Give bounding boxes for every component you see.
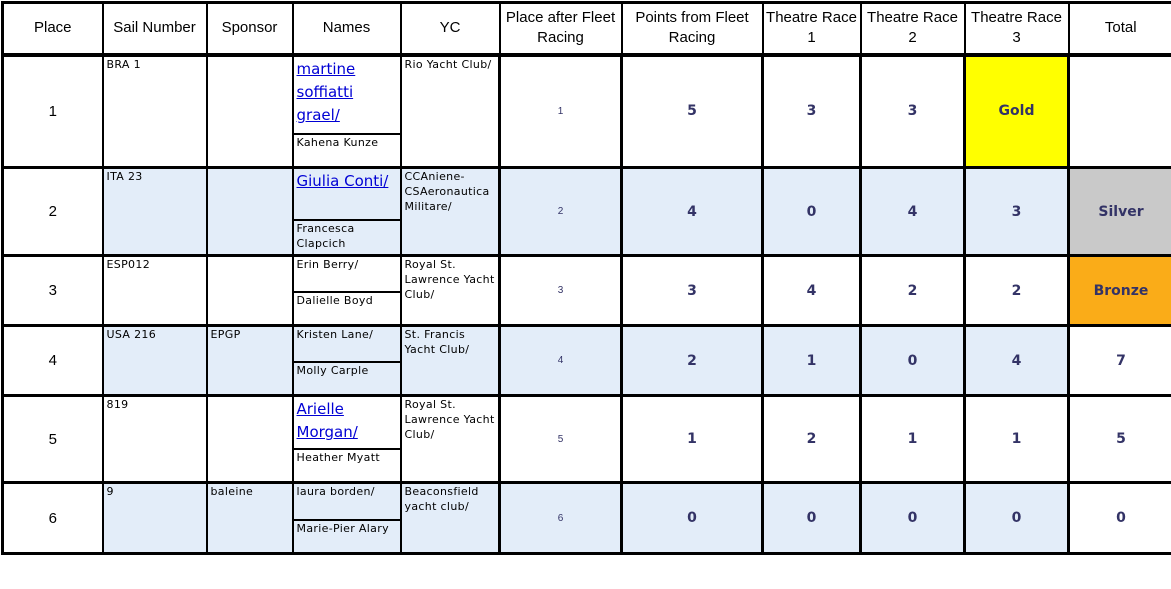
- cell-theatre-race-1: 3: [763, 55, 861, 168]
- crew-name: Francesca Clapcich: [296, 222, 355, 251]
- cell-sail-number: ITA 23: [103, 168, 207, 256]
- cell-names: [293, 55, 401, 168]
- table-row: [3, 326, 1171, 396]
- cell-points-from-fleet-racing: 4: [622, 168, 763, 256]
- cell-names: [293, 326, 401, 396]
- header-cell-theatre-race-2: Theatre Race 2: [861, 3, 965, 55]
- header-row: [3, 3, 1171, 55]
- header-cell-names: Names: [293, 3, 401, 55]
- results-table: [1, 1, 1171, 555]
- cell-theatre-race-1: 0: [763, 483, 861, 554]
- cell-sponsor: [207, 396, 293, 483]
- cell-theatre-race-2: 0: [861, 326, 965, 396]
- table-row: [3, 55, 1171, 168]
- cell-sponsor: EPGP: [207, 326, 293, 396]
- cell-place-after-fleet-racing: 6: [500, 483, 622, 554]
- cell-sail-number: BRA 1: [103, 55, 207, 168]
- cell-sail-number: ESP012: [103, 256, 207, 326]
- helm-name-text: laura borden/: [296, 485, 375, 498]
- cell-yacht-club: Beaconsfield yacht club/: [401, 483, 500, 554]
- names-cell-wrap: [294, 169, 400, 254]
- cell-total: [1069, 55, 1171, 168]
- cell-place: 3: [3, 256, 103, 326]
- crew-name: Kahena Kunze: [296, 136, 379, 149]
- cell-theatre-race-3: 3: [965, 168, 1069, 256]
- cell-place-after-fleet-racing: 2: [500, 168, 622, 256]
- cell-names: [293, 168, 401, 256]
- cell-place: 6: [3, 483, 103, 554]
- cell-total: 0: [1069, 483, 1171, 554]
- cell-total-silver: Silver: [1069, 168, 1171, 256]
- cell-sponsor: [207, 256, 293, 326]
- cell-theatre-race-1: 2: [763, 396, 861, 483]
- cell-theatre-race-1: 4: [763, 256, 861, 326]
- helm-name: [294, 327, 400, 363]
- cell-theatre-race-3: 0: [965, 483, 1069, 554]
- cell-names: [293, 256, 401, 326]
- cell-yacht-club: St. Francis Yacht Club/: [401, 326, 500, 396]
- cell-yacht-club: CCAniene-CSAeronautica Militare/: [401, 168, 500, 256]
- cell-theatre-race-3-gold: Gold: [965, 55, 1069, 168]
- helm-name: [294, 57, 400, 136]
- cell-names: [293, 483, 401, 554]
- table-row: [3, 483, 1171, 554]
- crew-name: Molly Carple: [296, 364, 369, 377]
- cell-yacht-club: Royal St. Lawrence Yacht Club/: [401, 256, 500, 326]
- table-row: [3, 396, 1171, 483]
- cell-place: 4: [3, 326, 103, 396]
- header-cell-points-from-fleet-racing: Points from Fleet Racing: [622, 3, 763, 55]
- cell-sail-number: 819: [103, 396, 207, 483]
- cell-place-after-fleet-racing: 4: [500, 326, 622, 396]
- cell-points-from-fleet-racing: 2: [622, 326, 763, 396]
- skipper-link[interactable]: Arielle Morgan/: [296, 400, 358, 442]
- helm-name: [294, 484, 400, 521]
- cell-theatre-race-1: 1: [763, 326, 861, 396]
- cell-sail-number: USA 216: [103, 326, 207, 396]
- names-cell-wrap: [294, 484, 400, 552]
- crew-name: Marie-Pier Alary: [296, 522, 389, 535]
- cell-theatre-race-3: 4: [965, 326, 1069, 396]
- cell-theatre-race-2: 4: [861, 168, 965, 256]
- header-cell-theatre-race-3: Theatre Race 3: [965, 3, 1069, 55]
- helm-name-text: Erin Berry/: [296, 258, 359, 271]
- cell-total: 7: [1069, 326, 1171, 396]
- helm-name: [294, 169, 400, 221]
- cell-theatre-race-3: 2: [965, 256, 1069, 326]
- header-cell-theatre-race-1: Theatre Race 1: [763, 3, 861, 55]
- cell-total: 5: [1069, 396, 1171, 483]
- header-cell-total: Total: [1069, 3, 1171, 55]
- cell-place-after-fleet-racing: 5: [500, 396, 622, 483]
- cell-total-bronze: Bronze: [1069, 256, 1171, 326]
- crew-name: Dalielle Boyd: [296, 294, 374, 307]
- cell-yacht-club: Rio Yacht Club/: [401, 55, 500, 168]
- table-row: [3, 256, 1171, 326]
- cell-yacht-club: Royal St. Lawrence Yacht Club/: [401, 396, 500, 483]
- crew-name: Heather Myatt: [296, 451, 381, 464]
- cell-theatre-race-2: 3: [861, 55, 965, 168]
- cell-sponsor: [207, 168, 293, 256]
- skipper-link[interactable]: martine soffiatti grael/: [296, 59, 356, 124]
- names-cell-wrap: [294, 257, 400, 324]
- cell-sponsor: [207, 55, 293, 168]
- header-cell-place: Place: [3, 3, 103, 55]
- header-cell-place-after-fleet-racing: Place after Fleet Racing: [500, 3, 622, 55]
- header-cell-sail-number: Sail Number: [103, 3, 207, 55]
- cell-points-from-fleet-racing: 3: [622, 256, 763, 326]
- cell-sail-number: 9: [103, 483, 207, 554]
- names-cell-wrap: [294, 397, 400, 481]
- cell-points-from-fleet-racing: 1: [622, 396, 763, 483]
- cell-theatre-race-1: 0: [763, 168, 861, 256]
- cell-place: 5: [3, 396, 103, 483]
- skipper-link[interactable]: Giulia Conti/: [296, 172, 389, 190]
- names-cell-wrap: [294, 57, 400, 167]
- helm-name-text: Kristen Lane/: [296, 328, 374, 341]
- cell-theatre-race-3: 1: [965, 396, 1069, 483]
- helm-name: [294, 397, 400, 450]
- header-cell-yc: YC: [401, 3, 500, 55]
- cell-names: [293, 396, 401, 483]
- helm-name: [294, 257, 400, 293]
- cell-points-from-fleet-racing: 5: [622, 55, 763, 168]
- header-cell-sponsor: Sponsor: [207, 3, 293, 55]
- cell-place: 2: [3, 168, 103, 256]
- cell-theatre-race-2: 2: [861, 256, 965, 326]
- cell-place: 1: [3, 55, 103, 168]
- cell-theatre-race-2: 0: [861, 483, 965, 554]
- cell-place-after-fleet-racing: 3: [500, 256, 622, 326]
- names-cell-wrap: [294, 327, 400, 394]
- cell-place-after-fleet-racing: 1: [500, 55, 622, 168]
- table-row: [3, 168, 1171, 256]
- cell-sponsor: baleine: [207, 483, 293, 554]
- cell-theatre-race-2: 1: [861, 396, 965, 483]
- cell-points-from-fleet-racing: 0: [622, 483, 763, 554]
